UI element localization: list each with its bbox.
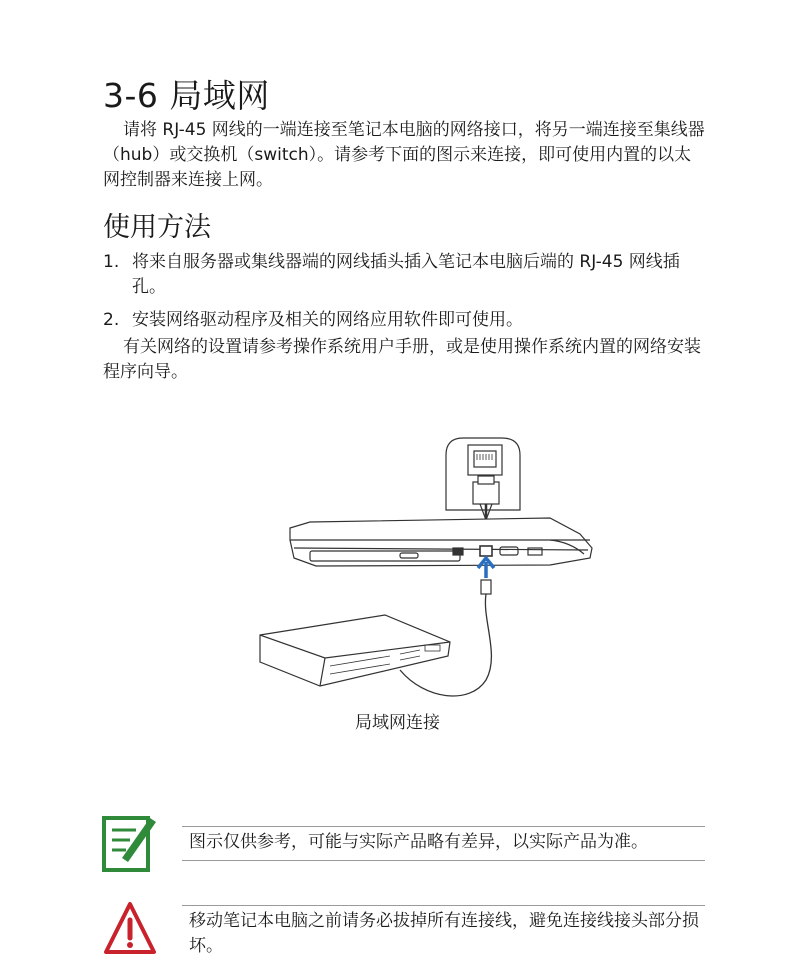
intro-paragraph: 请将 RJ-45 网线的一端连接至笔记本电脑的网络接口，将另一端连接至集线器（hub）或交换机（switch）。请参考下面的图示来连接，即可使用内置的以太网控制器来连接上网。 <box>103 120 705 190</box>
rj45-port-laptop <box>480 546 492 556</box>
note-top-rule <box>182 826 705 827</box>
after-steps-paragraph: 有关网络的设置请参考操作系统用户手册，或是使用操作系统内置的网络安装程序向导。 <box>103 337 701 382</box>
rj45-port-zoom-icon <box>468 445 502 475</box>
step-text: 将来自服务器或集线器端的网线插头插入笔记本电脑后端的 RJ-45 网线插孔。 <box>132 252 680 297</box>
note-text: 图示仅供参考，可能与实际产品略有差异，以实际产品为准。 <box>189 832 648 852</box>
warning-triangle-icon <box>102 900 158 958</box>
figure-caption: 局域网连接 <box>355 713 440 733</box>
step-item <box>103 250 705 300</box>
warning-top-rule <box>182 905 705 906</box>
lan-connection-illustration <box>250 430 610 710</box>
step-item <box>103 308 705 333</box>
laptop <box>290 518 592 566</box>
page-title: 3-6 局域网 <box>103 76 270 115</box>
step-number: 1. <box>103 252 120 272</box>
section-title: 使用方法 <box>103 212 211 243</box>
note-bottom-rule <box>182 860 705 861</box>
warning-text: 移动笔记本电脑之前请务必拔掉所有连接线，避免连接线接头部分损坏。 <box>189 911 699 956</box>
steps-list <box>103 250 705 341</box>
step-text: 安装网络驱动程序及相关的网络应用软件即可使用。 <box>132 310 523 330</box>
network-switch <box>260 615 450 686</box>
note-pencil-icon <box>100 812 158 874</box>
rj45-plug-zoom-icon <box>473 482 499 504</box>
step-number: 2. <box>103 310 120 330</box>
